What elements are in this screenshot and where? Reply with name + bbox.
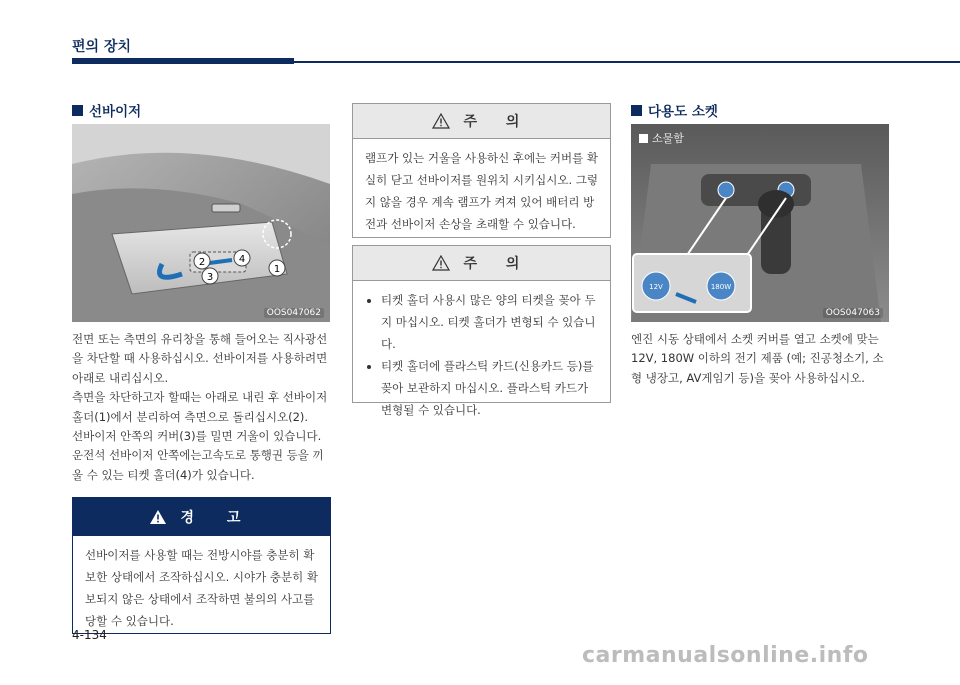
sunvisor-photo xyxy=(72,124,330,322)
page-header-title: 편의 장치 xyxy=(72,39,131,55)
square-bullet-icon xyxy=(631,105,642,116)
warning-text: 선바이저를 사용할 때는 전방시야를 충분히 확보한 상태에서 조작하십시오. 시야가 충분히 확보되지 않은 상태에서 조작하면 불의의 사고를 당할 수 있습니다. xyxy=(85,548,319,628)
warning-header xyxy=(73,498,330,536)
caution-header-1 xyxy=(353,104,610,139)
caution-list xyxy=(365,289,598,421)
section-heading-socket xyxy=(631,100,718,120)
callout-4: 4 xyxy=(238,254,246,265)
square-bullet-icon xyxy=(72,105,83,116)
warning-box xyxy=(72,497,331,634)
paragraph: 전면 또는 측면의 유리창을 통해 들어오는 직사광선을 차단할 때 사용하십시오. 선바이저를 사용하려면 아래로 내리십시오. xyxy=(72,332,328,385)
callout-2: 2 xyxy=(198,257,206,268)
photo-label-text: 소물함 xyxy=(652,132,684,145)
photo-code: OOS047063 xyxy=(823,308,883,318)
header-rule-thick xyxy=(72,58,294,64)
caution-header-2 xyxy=(353,246,610,281)
square-bullet-icon xyxy=(639,134,648,143)
caution-box-2 xyxy=(352,245,611,417)
paragraph: 선바이저 안쪽의 커버(3)를 밀면 거울이 있습니다. xyxy=(72,429,322,444)
header-rule-thin xyxy=(294,61,960,63)
page-number: 4-134 xyxy=(72,628,107,642)
socket-label-180w: 180W xyxy=(710,283,732,291)
socket-photo xyxy=(631,124,889,322)
callout-1: 1 xyxy=(273,264,281,275)
callout-3: 3 xyxy=(206,272,214,283)
photo-code: OOS047062 xyxy=(264,308,324,318)
caution-body-2 xyxy=(353,281,610,429)
socket-description: 엔진 시동 상태에서 소켓 커버를 열고 소켓에 맞는 12V, 180W 이하의 전기 제품 (예; 진공청소기, 소형 냉장고, AV게임기 등)을 꽂아 사용하십시오. xyxy=(631,332,884,385)
list-item: • 티켓 홀더 사용시 많은 양의 티켓을 꽂아 두지 마십시오. 티켓 홀더가 변형되 수 있습니다. xyxy=(381,289,598,355)
warning-title: 경 고 xyxy=(180,510,255,526)
caution-text-1: 램프가 있는 거울을 사용하신 후에는 커버를 확실히 닫고 선바이저를 원위치 시키십시오. 그렇지 않을 경우 계속 램프가 켜져 있어 배터리 방전과 선바이저 손상을 초래할 수 있습니다. xyxy=(365,151,599,231)
paragraph: 측면을 차단하고자 할때는 아래로 내린 후 선바이저 홀더(1)에서 분리하여 측면으로 돌리십시오(2). xyxy=(72,390,328,424)
section-heading-text: 선바이저 xyxy=(89,104,142,120)
warning-triangle-icon xyxy=(149,509,167,525)
caution-triangle-icon xyxy=(432,113,450,129)
caution-title-2: 주 의 xyxy=(463,256,532,272)
caution-title-1: 주 의 xyxy=(463,114,532,130)
socket-label-12v: 12V xyxy=(649,283,663,291)
sunvisor-illustration xyxy=(72,124,330,322)
sunvisor-description xyxy=(72,330,334,485)
list-item: • 티켓 홀더에 플라스틱 카드(신용카드 등)를 꽂아 보관하지 마십시오. 플라스틱 카드가 변형될 수 있습니다. xyxy=(381,355,598,421)
caution-box-1 xyxy=(352,103,611,238)
socket-illustration xyxy=(631,124,889,322)
section-heading-text: 다용도 소켓 xyxy=(648,104,718,120)
photo-label xyxy=(639,130,684,146)
caution-triangle-icon xyxy=(432,255,450,271)
section-heading-sunvisor xyxy=(72,100,141,120)
watermark: carmanualsonline.info xyxy=(582,643,869,668)
paragraph: 운전석 선바이저 안쪽에는고속도로 통행권 등을 끼울 수 있는 티켓 홀더(4)가 있습니다. xyxy=(72,448,324,482)
